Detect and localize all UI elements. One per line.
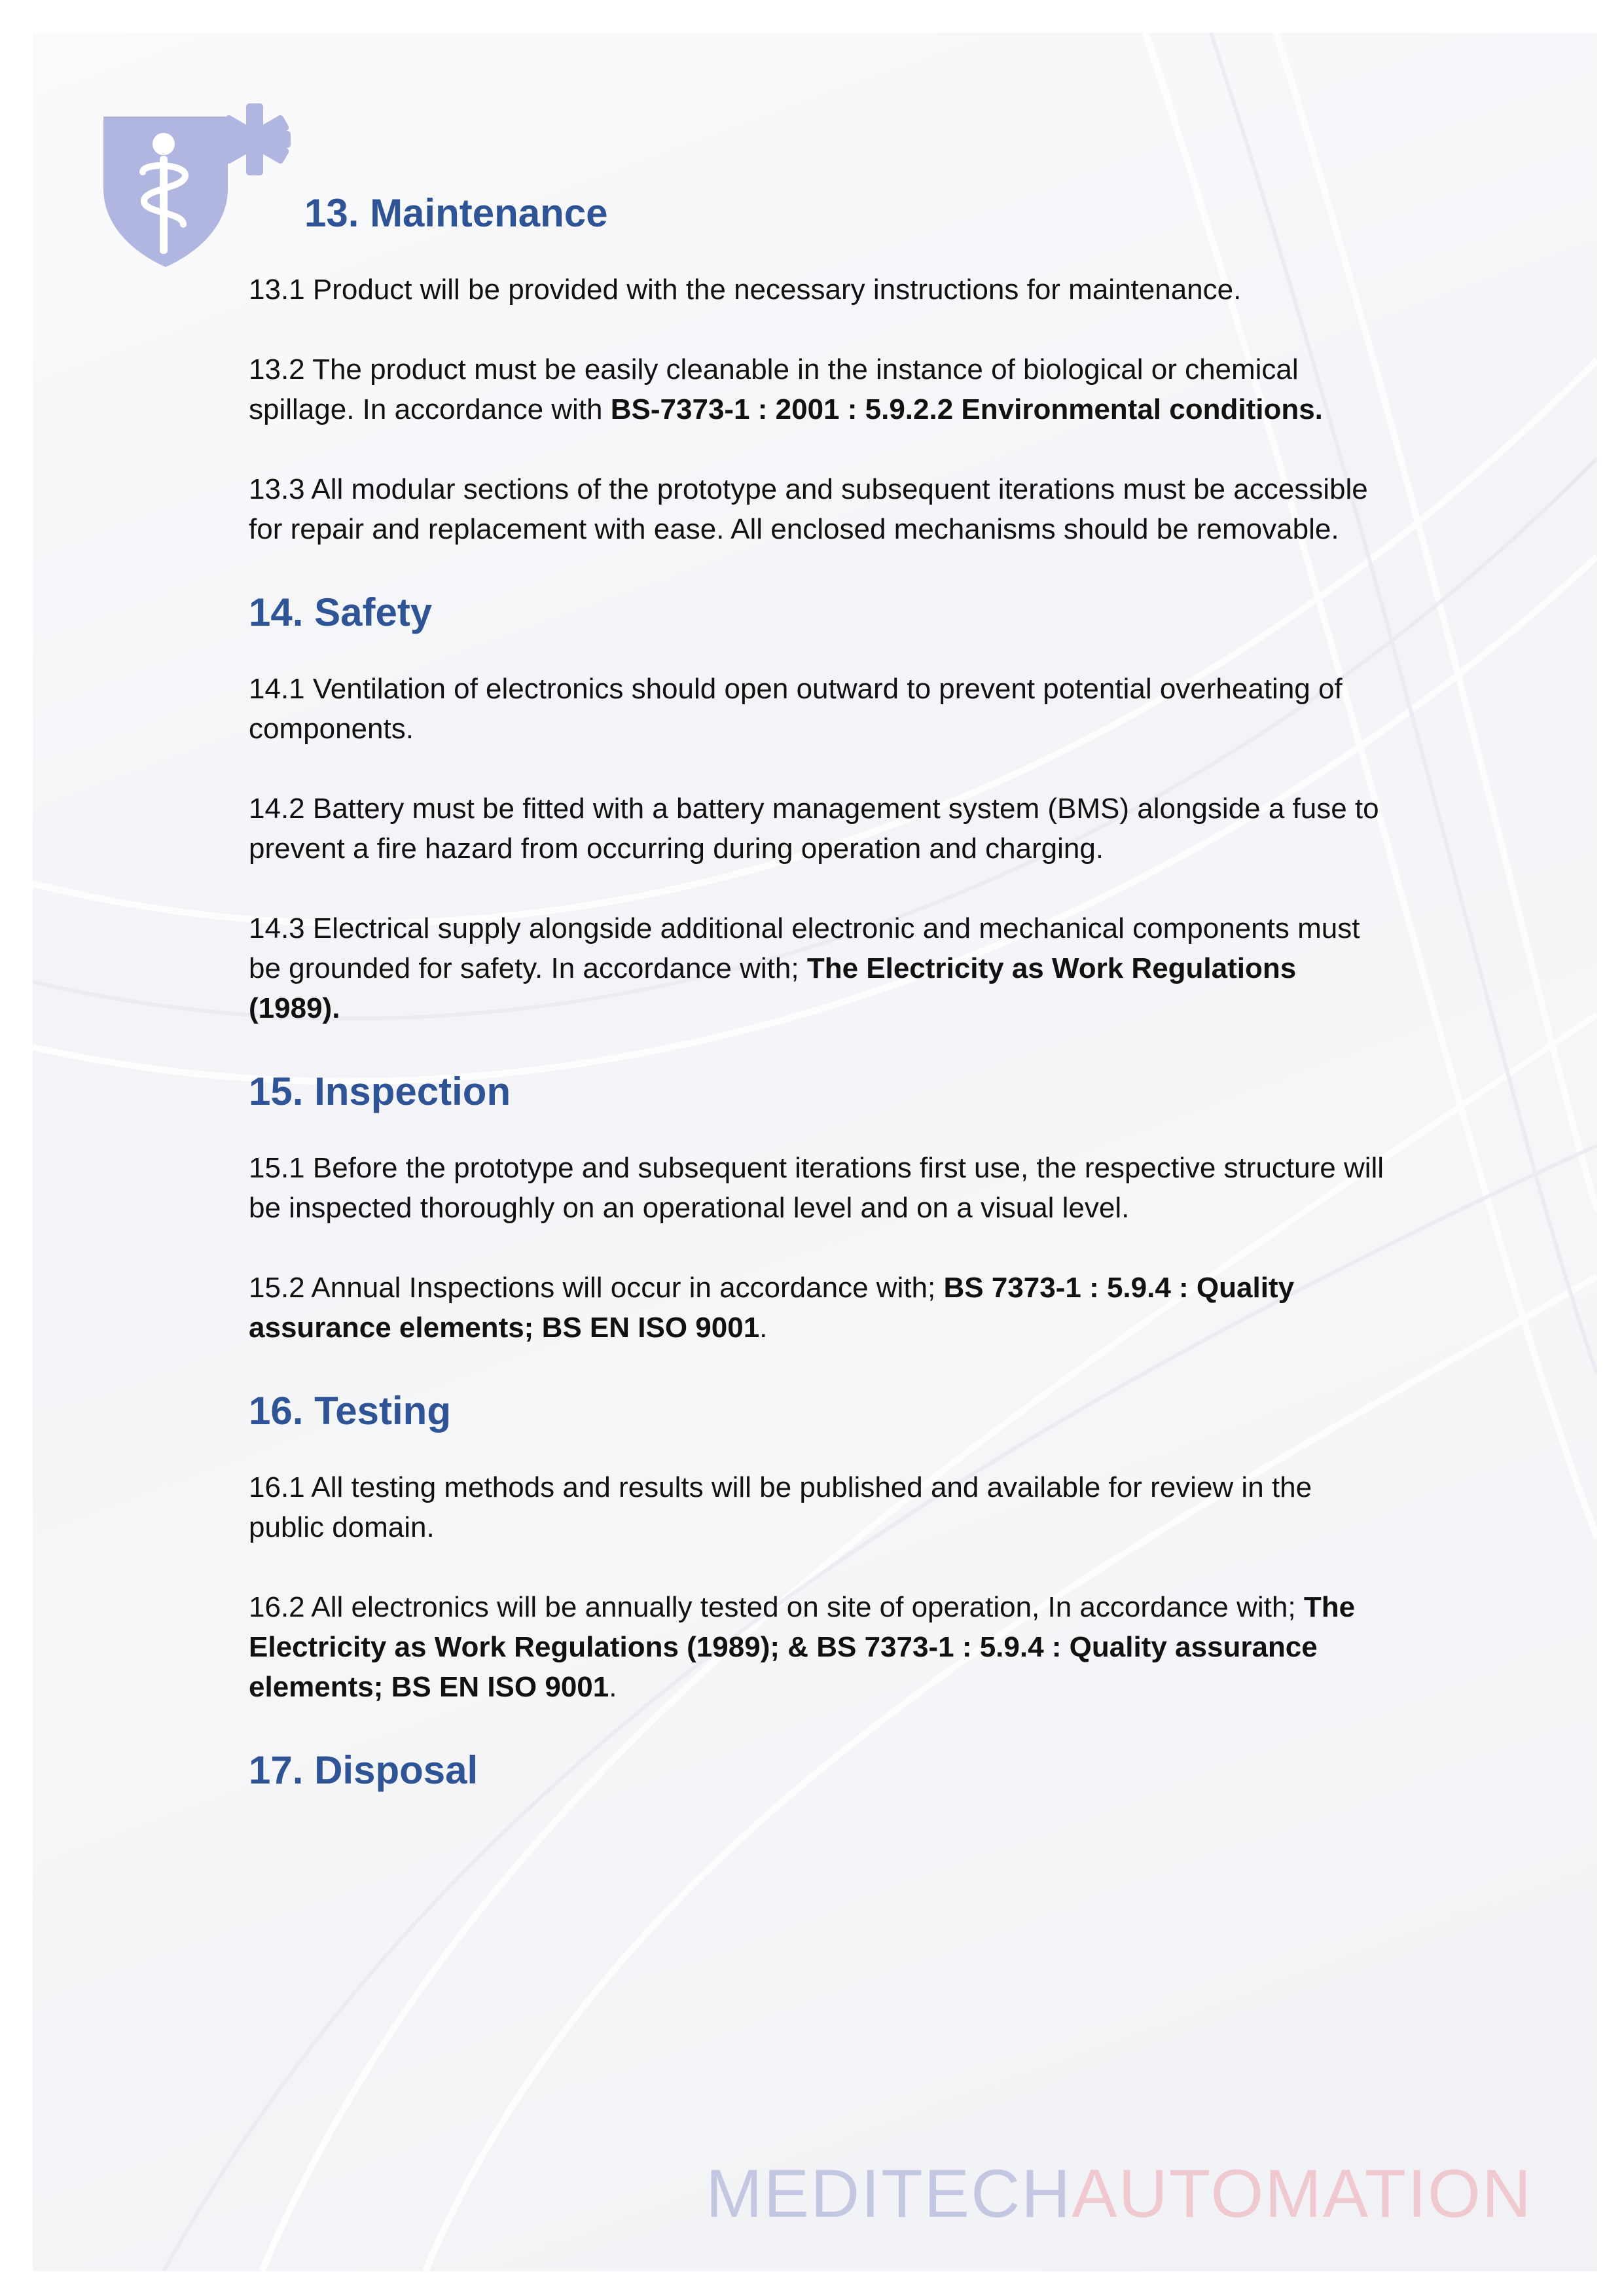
section-maintenance [249,190,1394,549]
clause-14-1: 14.1 Ventilation of electronics should open outward to prevent potential overheating of components. [249,673,1343,745]
section-safety [249,589,1394,1028]
section-inspection [249,1068,1394,1348]
section-heading: 17. Disposal [249,1748,478,1792]
clause-16-1: 16.1 All testing methods and results will be published and available for review in the public domain. [249,1471,1312,1543]
section-heading: 13. Maintenance [304,191,608,235]
clause-16-2: 16.2 All electronics will be annually tested on site of operation, In accordance with; The Electricity as Work Regulations (1989); & BS 7373-1 : 5.9.4 : Quality assurance elements; BS EN ISO 9001. [249,1591,1356,1703]
document-body [249,190,1394,1827]
clause-15-2: 15.2 Annual Inspections will occur in accordance with; BS 7373-1 : 5.9.4 : Quality assurance elements; BS EN ISO 9001. [249,1272,1295,1344]
section-heading: 16. Testing [249,1389,451,1433]
clause-13-2: 13.2 The product must be easily cleanable in the instance of biological or chemical spillage. In accordance with BS-7373-1 : 2001 : 5.9.2.2 Environmental conditions. [249,353,1323,425]
brand-word-meditech: MEDITECH [706,2156,1072,2232]
section-disposal [249,1747,1394,1794]
section-testing [249,1388,1394,1707]
clause-13-1: 13.1 Product will be provided with the necessary instructions for maintenance. [249,274,1242,306]
brand-word-automation: AUTOMATION [1072,2156,1532,2232]
clause-14-2: 14.2 Battery must be fitted with a battery management system (BMS) alongside a fuse to prevent a fire hazard from occurring during operation and charging. [249,793,1379,865]
clause-14-3: 14.3 Electrical supply alongside additional electronic and mechanical components must be grounded for safety. In accordance with; The Electricity as Work Regulations (1989). [249,912,1360,1024]
clause-15-1: 15.1 Before the prototype and subsequent iterations first use, the respective structure will be inspected thoroughly on an operational level and on a visual level. [249,1152,1384,1224]
clause-13-3: 13.3 All modular sections of the prototype and subsequent iterations must be accessible for repair and replacement with ease. All enclosed mechanisms should be removable. [249,473,1368,545]
section-heading: 15. Inspection [249,1069,511,1113]
section-heading: 14. Safety [249,590,433,634]
footer-brand-wordmark [706,2156,1532,2232]
